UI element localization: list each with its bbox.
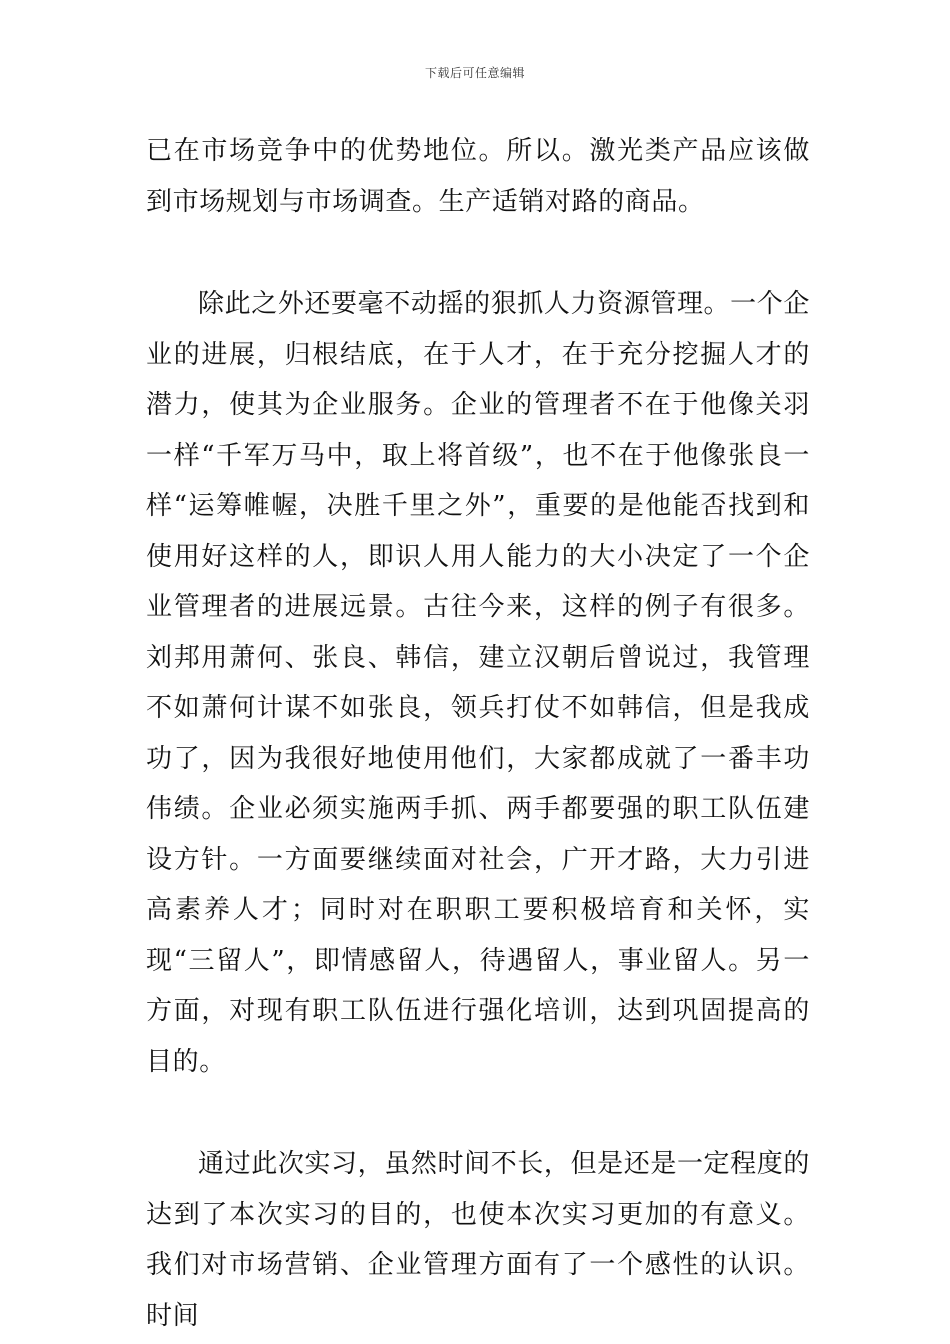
paragraph-2: 除此之外还要毫不动摇的狠抓人力资源管理。一个企业的进展，归根结底，在于人才，在于充分挖掘人才的潜力，使其为企业服务。企业的管理者不在于他像关羽一样“千军万马中，取上将首级”，也不在于他像张良一样“运筹帷幄，决胜千里之外”，重要的是他能否找到和使用好这样的人，即识人用人能力的大小决定了一个企业管理者的进展远景。古往今来，这样的例子有很多。刘邦用萧何、张良、韩信，建立汉朝后曾说过，我管理不如萧何计谋不如张良，领兵打仗不如韩信，但是我成功了，因为我很好地使用他们，大家都成就了一番丰功伟绩。企业必须实施两手抓、两手都要强的职工队伍建设方针。一方面要继续面对社会，广开才路，大力引进高素养人才；同时对在职职工要积极培育和关怀，实现“三留人”，即情感留人，待遇留人，事业留人。另一方面，对现有职工队伍进行强化培训，达到巩固提高的目的。 xyxy=(146,289,810,1077)
header-note: 下载后可任意编辑 xyxy=(424,66,525,80)
document-body xyxy=(146,126,810,1341)
paragraph-gap xyxy=(146,1087,810,1139)
paragraph-1: 已在市场竞争中的优势地位。所以。激光类产品应该做到市场规划与市场调查。生产适销对路的商品。 xyxy=(146,136,810,217)
paragraph-gap xyxy=(146,227,810,279)
paragraph-3: 通过此次实习，虽然时间不长，但是还是一定程度的达到了本次实习的目的，也使本次实习更加的有意义。我们对市场营销、企业管理方面有了一个感性的认识。时间 xyxy=(146,1149,810,1331)
